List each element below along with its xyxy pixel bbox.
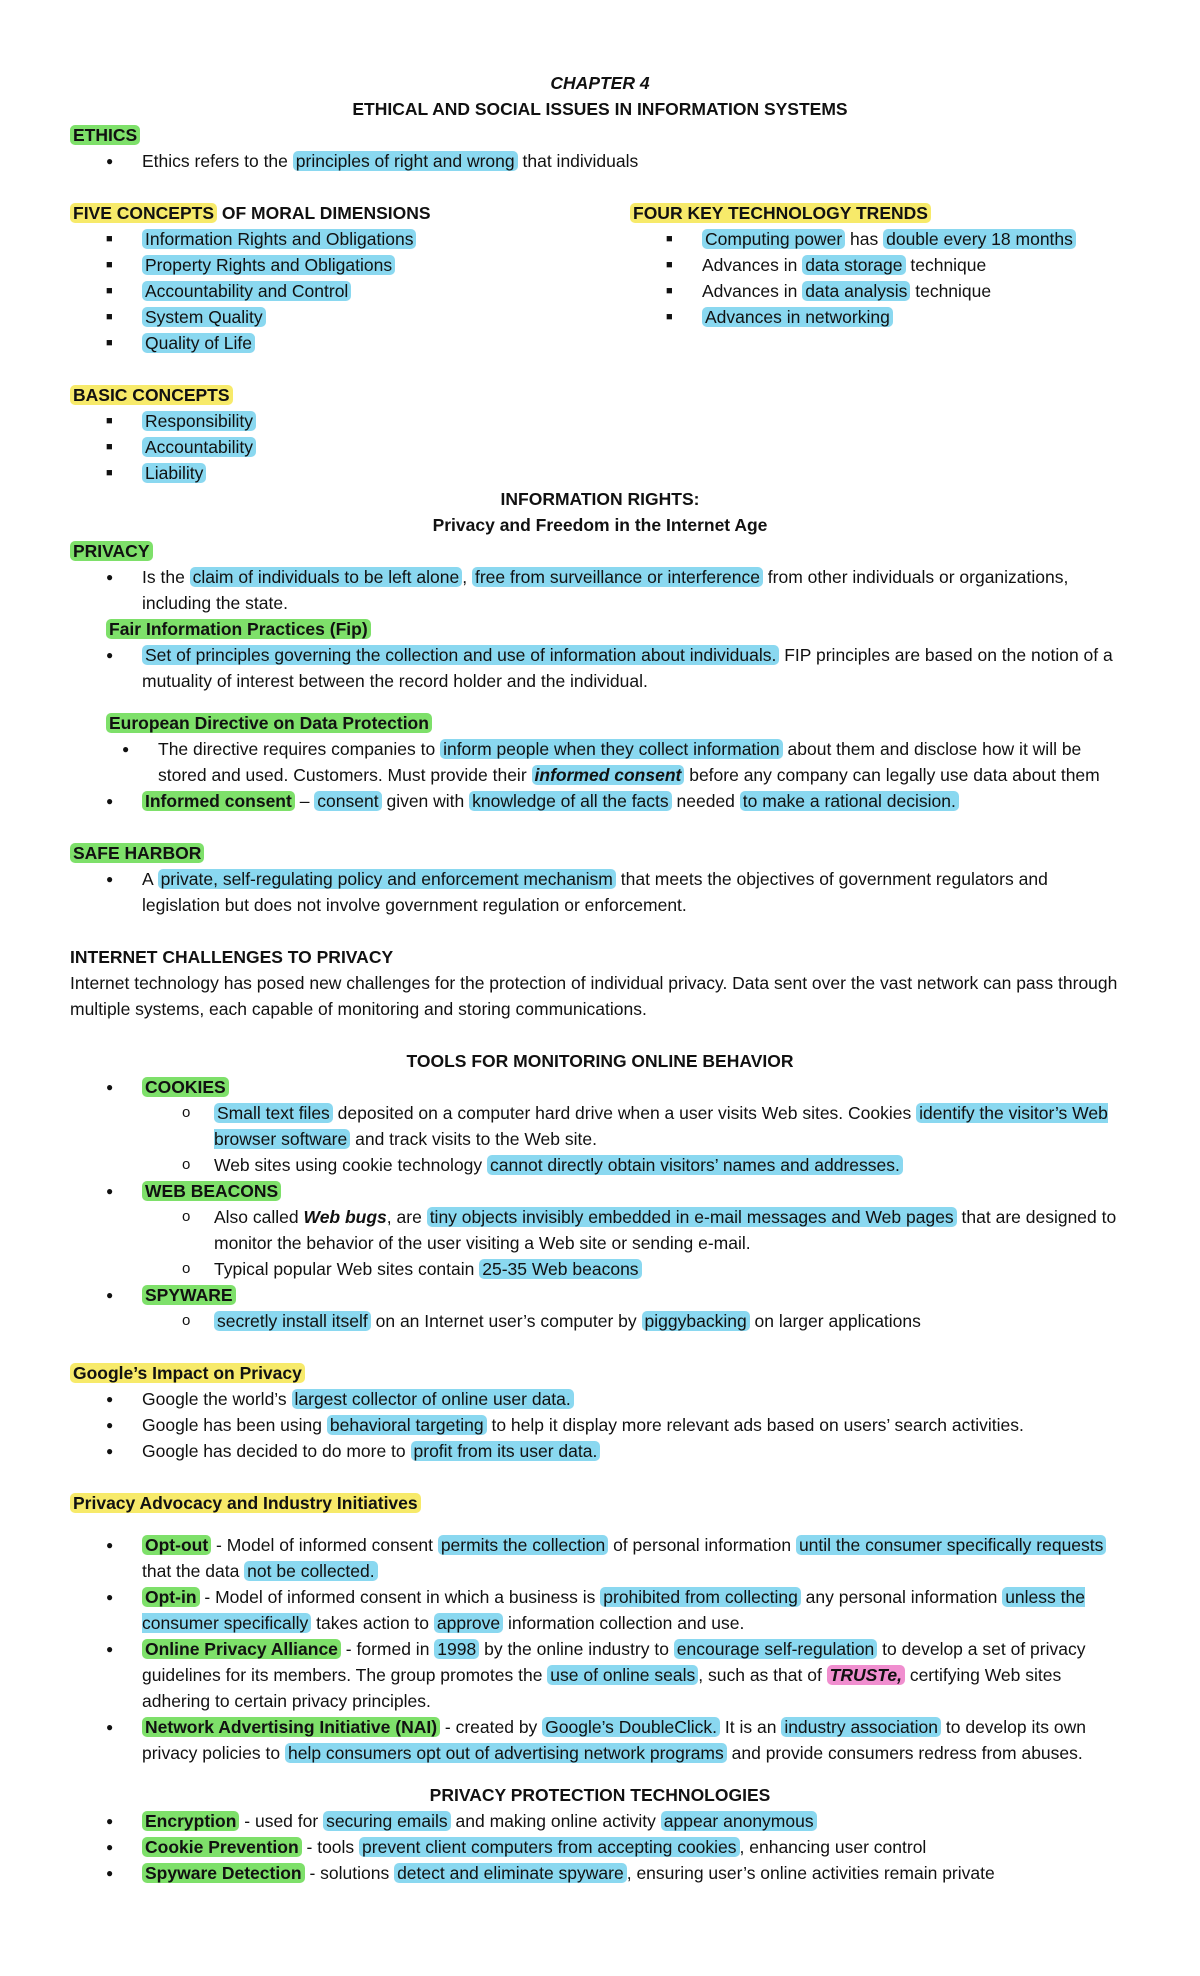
tools-title: TOOLS FOR MONITORING ONLINE BEHAVIOR — [406, 1051, 794, 1071]
list-item: ● Is the claim of individuals to be left alone , free from surveillance or interference from other individuals or organizations, including the state. — [70, 564, 1130, 616]
info-rights-subtitle: Privacy and Freedom in the Internet Age — [432, 515, 768, 535]
list-item: ■ Information Rights and Obligations — [70, 226, 630, 252]
list-item: ● Opt-in - Model of informed consent in which a business is prohibited from collecting any personal information unless the consumer specifically takes action to approve information collection and use. — [70, 1584, 1130, 1636]
list-item: ■ Advances in data storage technique — [630, 252, 1120, 278]
list-item: ● The directive requires companies to inform people when they collect information about them and disclose how it will be stored and used. Customers. Must provide their informed consent before any company can legally use data about them — [70, 736, 1130, 788]
list-item: o secretly install itself on an Internet user’s computer by piggybacking on larger applications — [70, 1308, 1130, 1334]
edp-list — [70, 736, 1130, 814]
list-item: o Typical popular Web sites contain 25-35 Web beacons — [70, 1256, 1130, 1282]
safe-harbor-heading: SAFE HARBOR — [70, 843, 204, 863]
chapter-title: ETHICAL AND SOCIAL ISSUES IN INFORMATION SYSTEMS — [352, 99, 848, 119]
privacy-heading: PRIVACY — [70, 541, 153, 561]
list-item: ● Google has been using behavioral targeting to help it display more relevant ads based on users’ search activities. — [70, 1412, 1130, 1438]
fip-heading: Fair Information Practices (Fip) — [106, 619, 371, 639]
list-item: ● COOKIES — [70, 1074, 1130, 1100]
list-item: ■ Advances in networking — [630, 304, 1120, 330]
concepts-columns — [70, 200, 1130, 356]
google-list — [70, 1386, 1130, 1464]
list-item: ■ Accountability — [70, 434, 1130, 460]
advocacy-heading: Privacy Advocacy and Industry Initiatives — [70, 1493, 421, 1513]
ppt-title: PRIVACY PROTECTION TECHNOLOGIES — [429, 1785, 771, 1805]
list-item: ● WEB BEACONS — [70, 1178, 1130, 1204]
five-concepts-heading: FIVE CONCEPTS OF MORAL DIMENSIONS — [70, 200, 630, 226]
list-item: ■ Accountability and Control — [70, 278, 630, 304]
list-item: o Small text files deposited on a computer hard drive when a user visits Web sites. Cookies identify the visitor’s Web browser software and track visits to the Web site. — [70, 1100, 1130, 1152]
list-item: ● A private, self-regulating policy and enforcement mechanism that meets the objectives of government regulators and legislation but does not involve government regulation or enforcement. — [70, 866, 1130, 918]
ppt-list — [70, 1808, 1130, 1886]
tools-list — [70, 1074, 1130, 1334]
list-item: ■ System Quality — [70, 304, 630, 330]
five-concepts-list — [70, 226, 630, 356]
list-item: ● Google the world’s largest collector of online user data. — [70, 1386, 1130, 1412]
safe-harbor-list — [70, 866, 1130, 918]
privacy-list — [70, 564, 1130, 616]
list-item: ● Set of principles governing the collection and use of information about individuals. FIP principles are based on the notion of a mutuality of interest between the record holder and the individual. — [70, 642, 1130, 694]
list-item: ● Informed consent – consent given with knowledge of all the facts needed to make a rational decision. — [70, 788, 1130, 814]
list-item: ■ Responsibility — [70, 408, 1130, 434]
list-item: ● Encryption - used for securing emails and making online activity appear anonymous — [70, 1808, 1130, 1834]
four-trends-heading: FOUR KEY TECHNOLOGY TRENDS — [630, 203, 931, 223]
list-item: o Web sites using cookie technology cannot directly obtain visitors’ names and addresses. — [70, 1152, 1130, 1178]
edp-heading: European Directive on Data Protection — [106, 713, 432, 733]
list-item: ■ Property Rights and Obligations — [70, 252, 630, 278]
list-item: ● Spyware Detection - solutions detect and eliminate spyware , ensuring user’s online activities remain private — [70, 1860, 1130, 1886]
list-item: ■ Advances in data analysis technique — [630, 278, 1120, 304]
list-item: ● Opt-out - Model of informed consent permits the collection of personal information until the consumer specifically requests that the data not be collected. — [70, 1532, 1130, 1584]
list-item: ● Online Privacy Alliance - formed in 1998 by the online industry to encourage self-regulation to develop a set of privacy guidelines for its members. The group promotes the use of online seals , such as that of TRUSTe, certifying Web sites adhering to certain privacy principles. — [70, 1636, 1130, 1714]
basic-concepts-heading: BASIC CONCEPTS — [70, 385, 233, 405]
chapter-label: CHAPTER 4 — [550, 73, 650, 93]
list-item: o Also called Web bugs, are tiny objects invisibly embedded in e-mail messages and Web pages that are designed to monitor the behavior of the user visiting a Web site or sending e-mail. — [70, 1204, 1130, 1256]
basic-concepts-list — [70, 408, 1130, 486]
ethics-heading: ETHICS — [70, 125, 140, 145]
ethics-list — [70, 148, 1130, 174]
internet-challenges-body: Internet technology has posed new challenges for the protection of individual privacy. Data sent over the vast network can pass through multiple systems, each capable of monitoring and storing communications. — [70, 973, 1118, 1019]
list-item: ■ Computing power has double every 18 months — [630, 226, 1120, 252]
advocacy-list — [70, 1532, 1130, 1766]
google-heading: Google’s Impact on Privacy — [70, 1363, 305, 1383]
list-item: ■ Quality of Life — [70, 330, 630, 356]
list-item: ● Network Advertising Initiative (NAI) - created by Google’s DoubleClick. It is an industry association to develop its own privacy policies to help consumers opt out of advertising network programs and provide consumers redress from abuses. — [70, 1714, 1130, 1766]
info-rights-title: INFORMATION RIGHTS: — [500, 489, 700, 509]
fip-list — [70, 642, 1130, 694]
list-item: ● SPYWARE — [70, 1282, 1130, 1308]
list-item: ● Google has decided to do more to profit from its user data. — [70, 1438, 1130, 1464]
list-item: ● Ethics refers to the principles of right and wrong that individuals — [70, 148, 1130, 174]
list-item: ■ Liability — [70, 460, 1130, 486]
four-trends-list — [630, 226, 1120, 330]
internet-challenges-heading: INTERNET CHALLENGES TO PRIVACY — [70, 947, 394, 967]
list-item: ● Cookie Prevention - tools prevent client computers from accepting cookies , enhancing user control — [70, 1834, 1130, 1860]
